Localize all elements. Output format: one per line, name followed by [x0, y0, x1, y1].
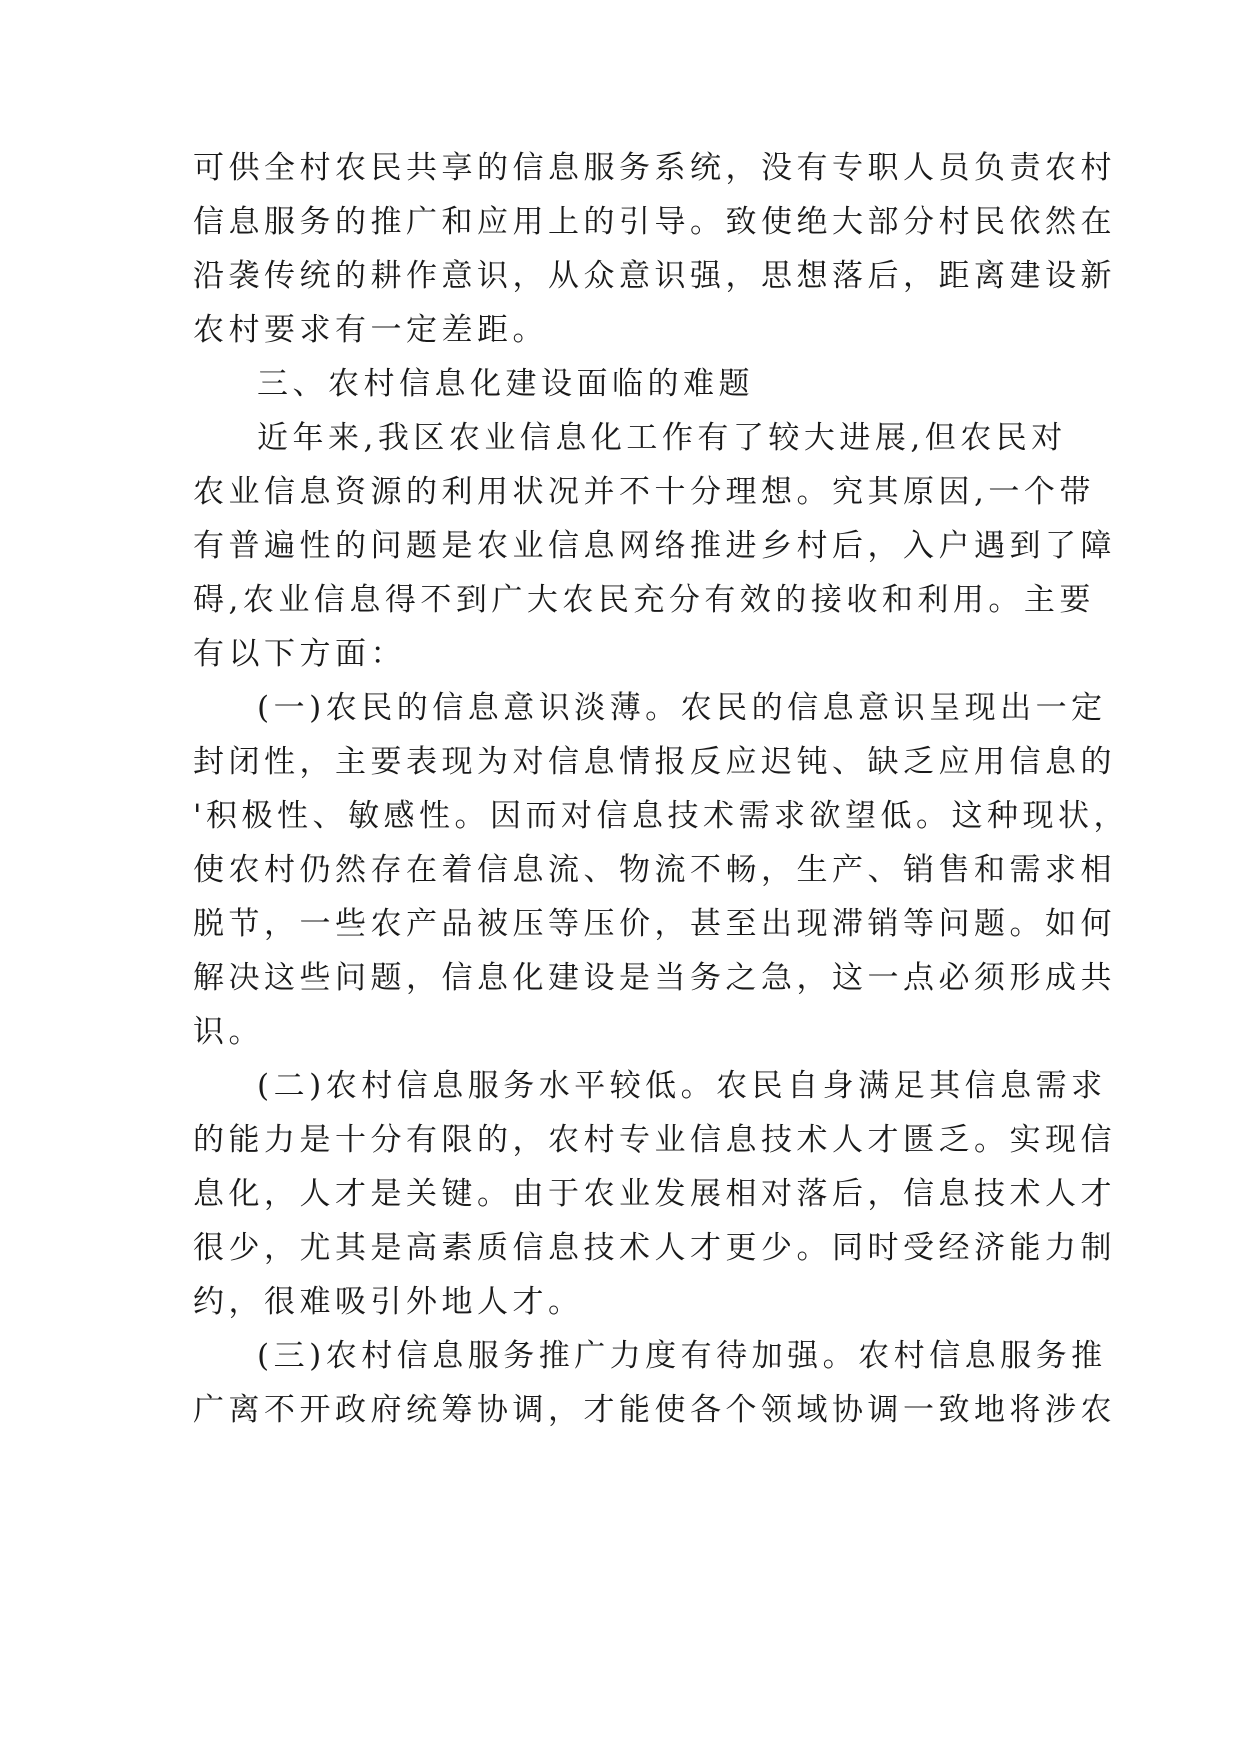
text-line: 很少，尤其是高素质信息技术人才更少。同时受经济能力制	[193, 1230, 1116, 1266]
paragraph-first-line: 近年来,我区农业信息化工作有了较大进展,但农民对	[257, 420, 1067, 456]
body-text	[193, 141, 1130, 1437]
text-line: 信息服务的推广和应用上的引导。致使绝大部分村民依然在	[193, 204, 1116, 240]
paragraph-first-line: 三、农村信息化建设面临的难题	[257, 366, 754, 402]
text-line: 的能力是十分有限的，农村专业信息技术人才匮乏。实现信	[193, 1122, 1116, 1158]
text-line: 息化，人才是关键。由于农业发展相对落后，信息技术人才	[193, 1176, 1116, 1212]
text-line: 脱节，一些农产品被压等压价，甚至出现滞销等问题。如何	[193, 906, 1116, 942]
text-line: 有以下方面：	[193, 636, 406, 672]
text-line: 约，很难吸引外地人才。	[193, 1284, 584, 1320]
text-line: 封闭性，主要表现为对信息情报反应迟钝、缺乏应用信息的	[193, 744, 1116, 780]
text-line: 农业信息资源的利用状况并不十分理想。究其原因,一个带	[193, 474, 1095, 510]
text-line: 识。	[193, 1014, 264, 1050]
paragraph-first-line: (一)农民的信息意识淡薄。农民的信息意识呈现出一定	[257, 690, 1107, 726]
text-line: 沿袭传统的耕作意识，从众意识强，思想落后，距离建设新	[193, 258, 1116, 294]
paragraph-first-line: (三)农村信息服务推广力度有待加强。农村信息服务推	[257, 1338, 1107, 1374]
paragraph-first-line: (二)农村信息服务水平较低。农民自身满足其信息需求	[257, 1068, 1107, 1104]
text-line: 农村要求有一定差距。	[193, 312, 548, 348]
text-line: 广离不开政府统筹协调，才能使各个领域协调一致地将涉农	[193, 1392, 1116, 1428]
text-line: 碍,农业信息得不到广大农民充分有效的接收和利用。主要	[193, 582, 1095, 618]
text-line: 使农村仍然存在着信息流、物流不畅，生产、销售和需求相	[193, 852, 1116, 888]
text-line: '积极性、敏感性。因而对信息技术需求欲望低。这种现状，	[193, 798, 1130, 834]
text-line: 解决这些问题，信息化建设是当务之急，这一点必须形成共	[193, 960, 1116, 996]
text-line: 有普遍性的问题是农业信息网络推进乡村后，入户遇到了障	[193, 528, 1116, 564]
text-line: 可供全村农民共享的信息服务系统，没有专职人员负责农村	[193, 150, 1116, 186]
